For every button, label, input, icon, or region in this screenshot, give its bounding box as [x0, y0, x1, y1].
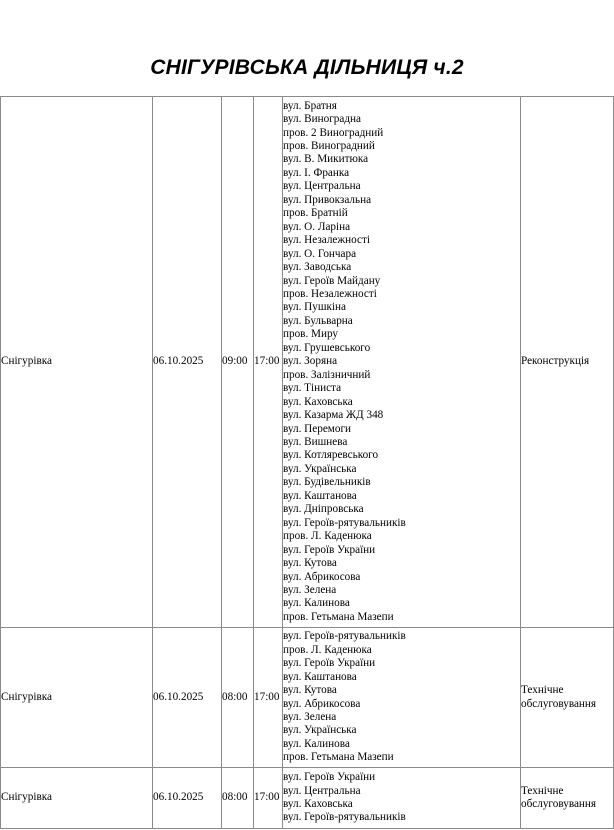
street-item: вул. І. Франка	[283, 166, 350, 179]
work-type-label: Технічне обслуговування	[521, 784, 597, 810]
street-item: вул. Будівельників	[283, 476, 371, 489]
street-item: пров. Братній	[283, 207, 348, 220]
street-item: пров. Виноградний	[283, 140, 375, 153]
street-item: вул. Українська	[283, 462, 357, 475]
street-item: вул. Тіниста	[283, 382, 342, 395]
work-type-cell	[521, 97, 614, 628]
street-item: вул. Незалежності	[283, 234, 370, 247]
street-item: пров. Л. Каденюка	[283, 530, 372, 543]
street-item: вул. О. Гончара	[283, 247, 357, 260]
street-item: вул. Абрикосова	[283, 570, 361, 583]
street-item: вул. Зоряна	[283, 355, 338, 368]
street-item: пров. Гетьмана Мазепи	[283, 751, 394, 764]
work-type-label: Реконструкція	[521, 355, 590, 368]
start-time-cell: 08:00	[222, 768, 254, 829]
start-time-cell: 09:00	[222, 97, 254, 628]
street-item: вул. Каховська	[283, 798, 353, 810]
street-item: пров. Залізничний	[283, 368, 371, 381]
street-item: вул. Центральна	[283, 784, 361, 797]
street-item: вул. Героїв-рятувальників	[283, 811, 406, 824]
work-type-label: Технічне обслуговування	[521, 684, 597, 710]
street-item: вул. Калинова	[283, 737, 350, 750]
work-type-cell	[521, 628, 614, 768]
street-item: вул. Героїв України	[283, 657, 376, 670]
street-item: вул. О. Ларіна	[283, 220, 351, 233]
street-item: вул. Героїв-рятувальників	[283, 630, 406, 643]
street-item: вул. Виноградна	[283, 113, 362, 126]
street-item: вул. Калинова	[283, 597, 350, 610]
street-item: вул. Вишнева	[283, 435, 348, 448]
street-item: вул. Каштанова	[283, 670, 357, 683]
street-item: пров. Незалежності	[283, 288, 377, 300]
street-item: вул. Пушкіна	[283, 301, 346, 314]
schedule-body	[1, 97, 614, 829]
street-item: вул. Заводська	[283, 261, 352, 274]
work-type-cell	[521, 768, 614, 829]
street-item: вул. Абрикосова	[283, 697, 361, 710]
street-item: пров. Л. Каденюка	[283, 643, 372, 656]
street-item: пров. Миру	[283, 328, 339, 341]
street-item: вул. Героїв Майдану	[283, 274, 381, 287]
street-item: вул. Центральна	[283, 180, 361, 193]
locality-cell: Снігурівка	[1, 97, 153, 628]
street-item: вул. Братня	[283, 99, 337, 112]
table-row	[1, 97, 614, 628]
street-item: пров. 2 Виноградний	[283, 126, 384, 139]
street-item: вул. Героїв України	[283, 771, 376, 784]
street-item: вул. Зелена	[283, 710, 337, 723]
streets-cell	[283, 628, 521, 768]
street-item: вул. Привокзальна	[283, 193, 372, 206]
street-item: вул. Грушевського	[283, 341, 371, 354]
street-item: вул. Казарма ЖД 348	[283, 409, 384, 422]
street-item: вул. Бульварна	[283, 314, 353, 327]
street-item: вул. Кутова	[283, 684, 337, 697]
page-title: СНІГУРІВСЬКА ДІЛЬНИЦЯ ч.2	[150, 56, 464, 79]
date-cell: 06.10.2025	[153, 97, 222, 628]
street-item: вул. Дніпровська	[283, 503, 364, 516]
end-time-cell: 17:00	[254, 97, 283, 628]
street-item: вул. Перемоги	[283, 422, 352, 435]
street-item: вул. Героїв-рятувальників	[283, 516, 406, 529]
outage-schedule-table	[0, 96, 614, 829]
street-item: вул. Котляревського	[283, 449, 379, 462]
street-item: вул. Героїв України	[283, 543, 376, 556]
streets-cell	[283, 768, 521, 829]
street-item: вул. Кутова	[283, 557, 337, 570]
date-cell: 06.10.2025	[153, 768, 222, 829]
table-row	[1, 628, 614, 768]
street-item: вул. Каштанова	[283, 489, 357, 502]
street-item: вул. Українська	[283, 724, 357, 737]
table-row	[1, 768, 614, 829]
locality-cell: Снігурівка	[1, 628, 153, 768]
streets-cell	[283, 97, 521, 628]
street-item: вул. Каховська	[283, 395, 353, 408]
date-cell: 06.10.2025	[153, 628, 222, 768]
street-item: вул. В. Микитюка	[283, 153, 369, 166]
street-item: пров. Гетьмана Мазепи	[283, 610, 394, 623]
start-time-cell: 08:00	[222, 628, 254, 768]
locality-cell: Снігурівка	[1, 768, 153, 829]
end-time-cell: 17:00	[254, 628, 283, 768]
end-time-cell: 17:00	[254, 768, 283, 829]
street-item: вул. Зелена	[283, 583, 337, 596]
